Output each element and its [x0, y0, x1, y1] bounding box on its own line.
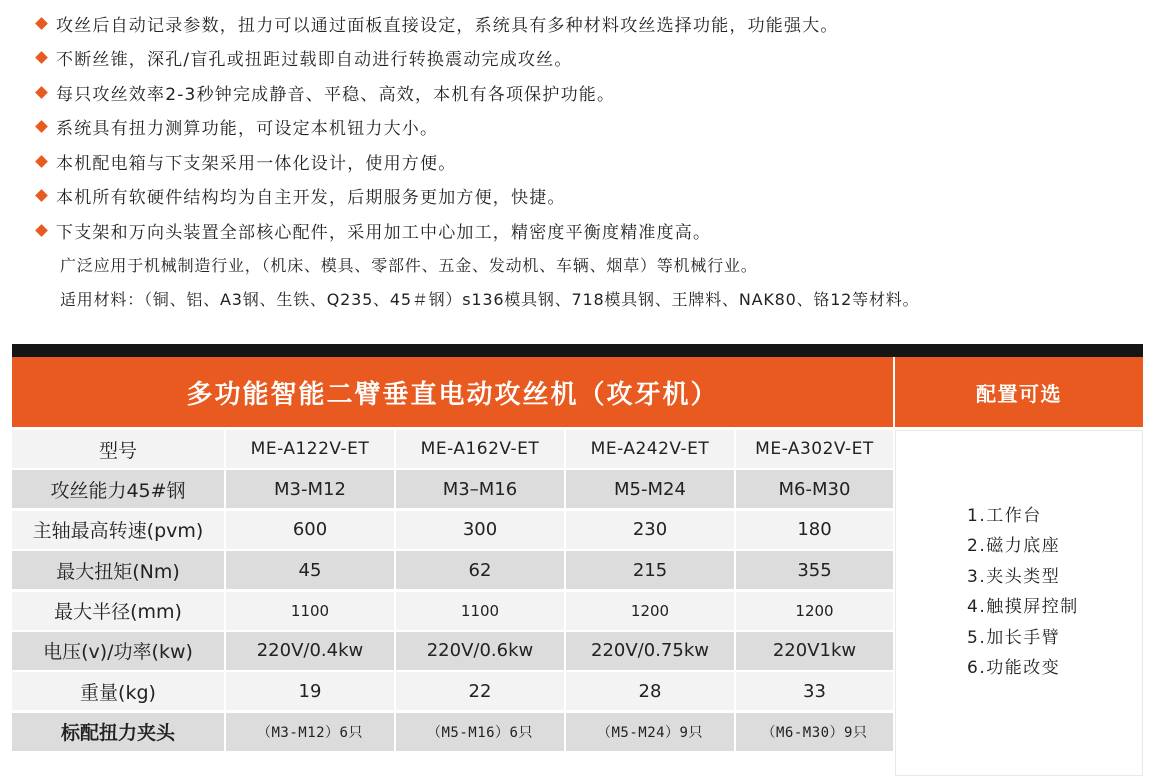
- feature-item: [34, 6, 1144, 41]
- feature-text: 每只攻丝效率2-3秒钟完成静音、平稳、高效，本机有各项保护功能。: [56, 84, 616, 105]
- option-item: 6.功能改变: [967, 658, 1061, 679]
- option-item: 1.工作台: [967, 505, 1042, 526]
- table-cell: 62: [396, 551, 564, 589]
- application-note: 广泛应用于机械制造行业，（机床、模具、零部件、五金、发动机、车辆、烟草）等机械行业。: [60, 256, 758, 275]
- table-cell: M3-M12: [226, 470, 394, 508]
- feature-item: [34, 75, 1144, 110]
- options-title: 配置可选: [895, 357, 1143, 427]
- feature-text: 本机配电箱与下支架采用一体化设计，使用方便。: [56, 153, 457, 174]
- table-cell: （M3-M12）6只: [226, 713, 394, 751]
- diamond-bullet-icon: [35, 86, 48, 99]
- row-label: 型号: [12, 430, 224, 468]
- feature-item: [34, 213, 1144, 248]
- feature-item: [34, 41, 1144, 76]
- table-cell: 220V/0.75kw: [566, 632, 734, 670]
- feature-text: 下支架和万向头装置全部核心配件，采用加工中心加工，精密度平衡度精准度高。: [56, 222, 712, 243]
- table-cell: M5-M24: [566, 470, 734, 508]
- table-cell: （M5-M16）6只: [396, 713, 564, 751]
- feature-item: [34, 179, 1144, 214]
- table-cell: 1200: [736, 592, 893, 630]
- table-row-tapping-capacity: [12, 470, 893, 508]
- table-cell: 600: [226, 511, 394, 549]
- row-label: 电压(v)/功率(kw): [12, 632, 224, 670]
- feature-text: 系统具有扭力测算功能，可设定本机钮力大小。: [56, 119, 439, 140]
- option-item: 5.加长手臂: [967, 627, 1061, 648]
- table-cell: 1200: [566, 592, 734, 630]
- table-cell: 220V1kw: [736, 632, 893, 670]
- table-row-spindle-speed: [12, 511, 893, 549]
- table-cell: 215: [566, 551, 734, 589]
- table-cell: 355: [736, 551, 893, 589]
- table-cell: 45: [226, 551, 394, 589]
- table-cell: 180: [736, 511, 893, 549]
- feature-text: 攻丝后自动记录参数，扭力可以通过面板直接设定，系统具有多种材料攻丝选择功能，功能强大。: [56, 15, 839, 36]
- diamond-bullet-icon: [35, 51, 48, 64]
- table-row-voltage-power: [12, 632, 893, 670]
- table-cell: （M5-M24）9只: [566, 713, 734, 751]
- row-label: 最大扭矩(Nm): [12, 551, 224, 589]
- table-cell: （M6-M30）9只: [736, 713, 893, 751]
- table-row-max-torque: [12, 551, 893, 589]
- table-cell: 28: [566, 672, 734, 710]
- diamond-bullet-icon: [35, 155, 48, 168]
- materials-note: 适用材料：（铜、铝、A3钢、生铁、Q235、45＃钢）s136模具钢、718模具钢、王牌料、NAK80、铬12等材料。: [60, 290, 920, 309]
- diamond-bullet-icon: [35, 120, 48, 133]
- table-row-weight: [12, 672, 893, 710]
- feature-text: 本机所有软硬件结构均为自主开发，后期服务更加方便，快捷。: [56, 188, 566, 209]
- diamond-bullet-icon: [35, 17, 48, 30]
- feature-list: [34, 6, 1144, 316]
- table-cell: 19: [226, 672, 394, 710]
- table-cell: 230: [566, 511, 734, 549]
- row-label: 最大半径(mm): [12, 592, 224, 630]
- table-cell: 300: [396, 511, 564, 549]
- table-row-max-radius: [12, 592, 893, 630]
- table-cell: ME-A302V-ET: [736, 430, 893, 468]
- table-cell: 33: [736, 672, 893, 710]
- diamond-bullet-icon: [35, 224, 48, 237]
- option-item: 3.夹头类型: [967, 566, 1061, 587]
- option-item: 2.磁力底座: [967, 536, 1061, 557]
- row-label: 攻丝能力45#钢: [12, 470, 224, 508]
- feature-item: [34, 110, 1144, 145]
- table-cell: ME-A162V-ET: [396, 430, 564, 468]
- row-label: 标配扭力夹头: [12, 713, 224, 751]
- option-item: 4.触摸屏控制: [967, 597, 1079, 618]
- row-label: 重量(kg): [12, 672, 224, 710]
- options-list: [967, 498, 1079, 681]
- feature-item: [34, 144, 1144, 179]
- table-cell: ME-A242V-ET: [566, 430, 734, 468]
- table-cell: 1100: [396, 592, 564, 630]
- table-cell: ME-A122V-ET: [226, 430, 394, 468]
- table-cell: M6-M30: [736, 470, 893, 508]
- table-cell: 22: [396, 672, 564, 710]
- table-top-bar: [12, 344, 1143, 357]
- table-row-standard-chuck: [12, 713, 893, 751]
- table-cell: 220V/0.6kw: [396, 632, 564, 670]
- table-cell: 1100: [226, 592, 394, 630]
- table-row-model: [12, 430, 893, 468]
- table-cell: M3–M16: [396, 470, 564, 508]
- feature-text: 不断丝锥，深孔/盲孔或扭距过载即自动进行转换震动完成攻丝。: [56, 50, 573, 71]
- spec-grid: [12, 430, 893, 753]
- table-title: 多功能智能二臂垂直电动攻丝机（攻牙机）: [12, 357, 893, 427]
- table-cell: 220V/0.4kw: [226, 632, 394, 670]
- diamond-bullet-icon: [35, 189, 48, 202]
- row-label: 主轴最高转速(pvm): [12, 511, 224, 549]
- options-panel: [895, 430, 1143, 776]
- spec-table: [12, 344, 1143, 776]
